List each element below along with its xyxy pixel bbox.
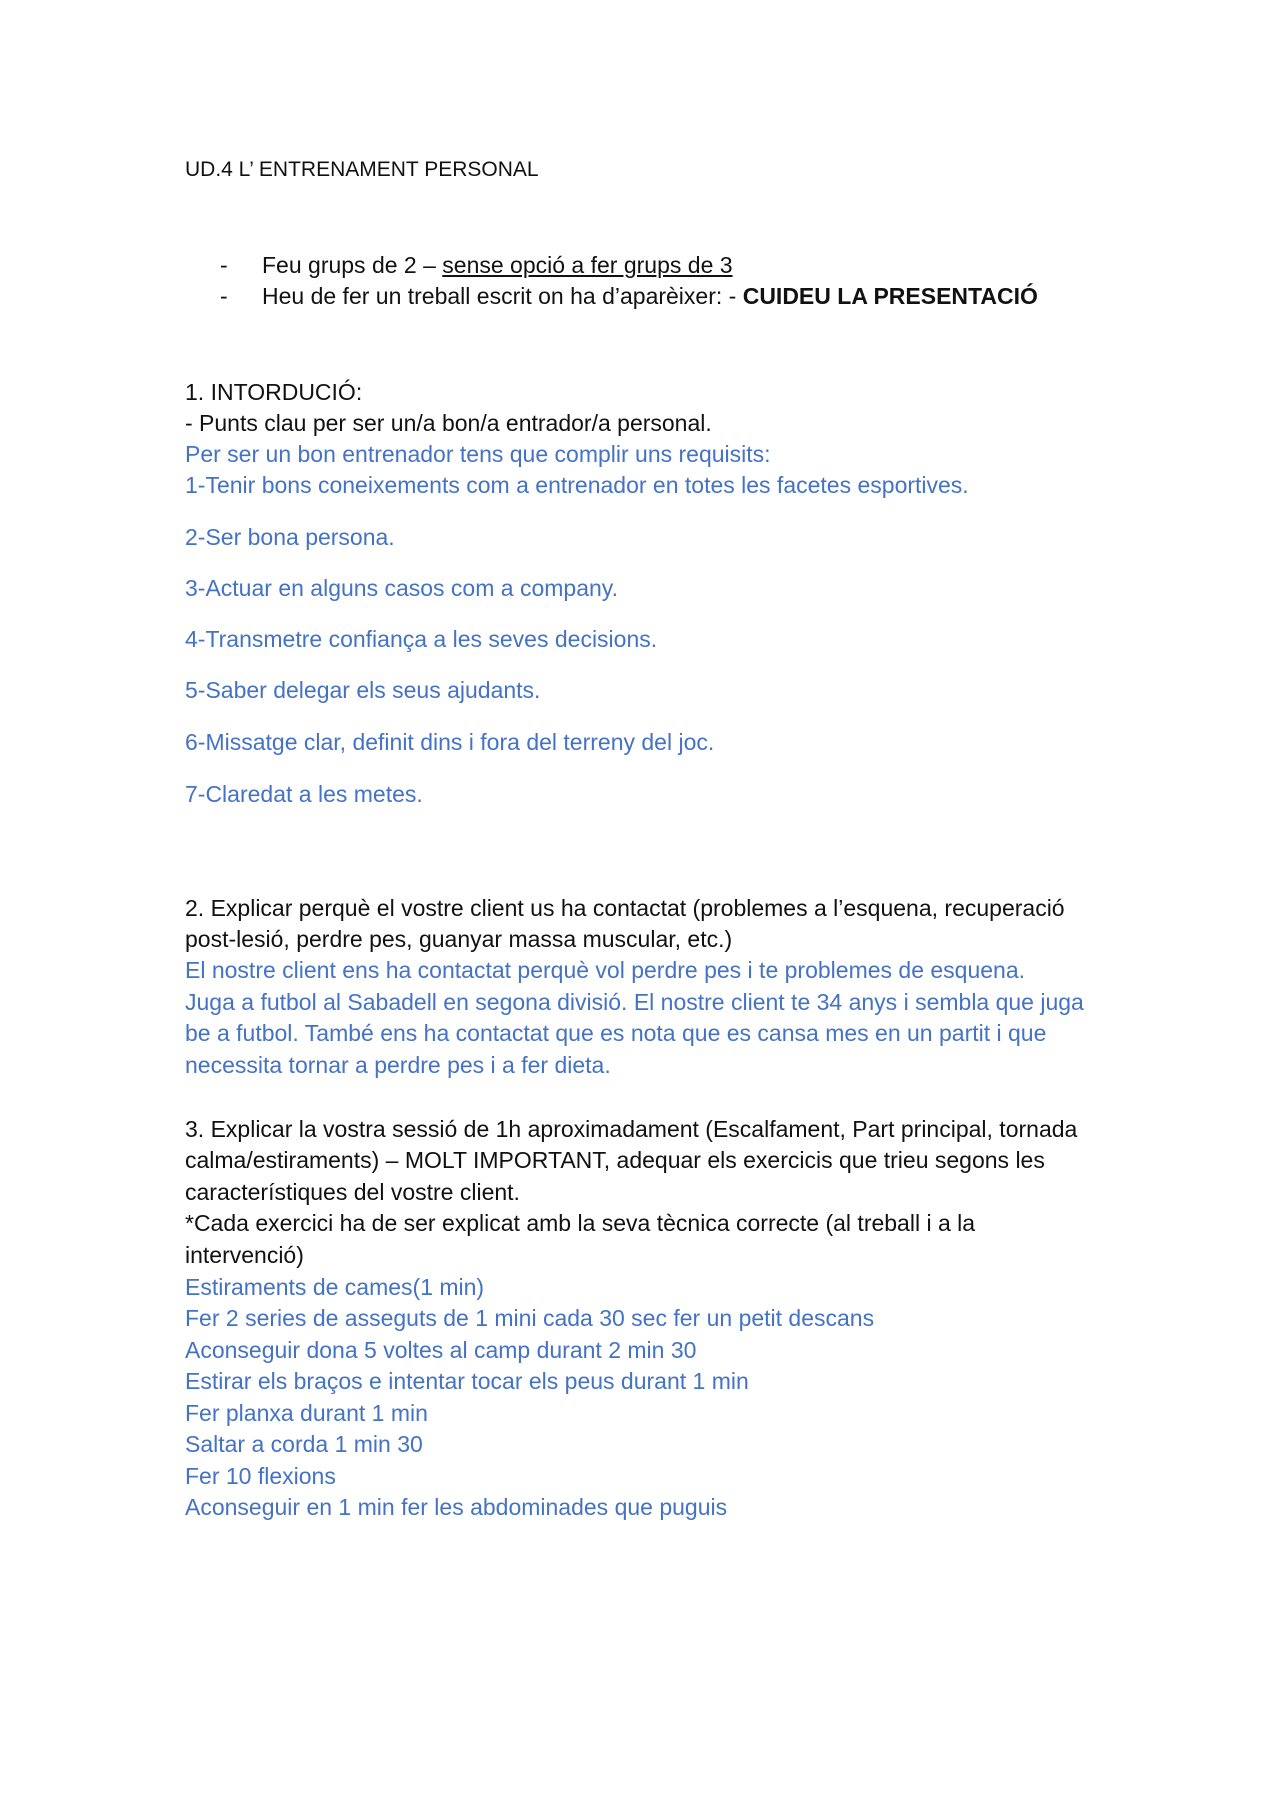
section2-answer-line: be a futbol. També ens ha contactat que es nota que es cansa mes en un partit i que xyxy=(185,1020,1047,1046)
exercise-item: Aconseguir dona 5 voltes al camp durant 2 min 30 xyxy=(185,1337,697,1363)
exercise-item: Aconseguir en 1 min fer les abdominades que puguis xyxy=(185,1494,728,1520)
section2-answer-line: El nostre client ens ha contactat perquè vol perdre pes i te problemes de esquena. xyxy=(185,957,1026,983)
requirement-item: 1-Tenir bons coneixements com a entrenador en totes les facetes esportives. xyxy=(185,472,969,498)
bullet-underlined-text: sense opció a fer grups de 3 xyxy=(442,252,733,278)
exercise-item: Estiraments de cames(1 min) xyxy=(185,1274,485,1300)
section1-answer-intro: Per ser un bon entrenador tens que complir uns requisits: xyxy=(185,441,771,467)
section1-subheading: - Punts clau per ser un/a bon/a entrador/a personal. xyxy=(185,410,712,436)
requirement-item: 3-Actuar en alguns casos com a company. xyxy=(185,575,618,601)
section1-heading: 1. INTORDUCIÓ: xyxy=(185,379,363,405)
bullet-text: Feu grups de 2 – xyxy=(262,252,443,278)
section2-question-line: 2. Explicar perquè el vostre client us ha contactat (problemes a l’esquena, recuperació xyxy=(185,895,1065,921)
requirement-item: 6-Missatge clar, definit dins i fora del terreny del joc. xyxy=(185,729,715,755)
document-title: UD.4 L’ ENTRENAMENT PERSONAL xyxy=(185,158,539,181)
section3-question-line: *Cada exercici ha de ser explicat amb la seva tècnica correcte (al treball i a la xyxy=(185,1210,976,1236)
section3-question-line: característiques del vostre client. xyxy=(185,1179,520,1205)
bullet-dash: - xyxy=(220,283,228,309)
section3-question-line: 3. Explicar la vostra sessió de 1h aproximadament (Escalfament, Part principal, tornada xyxy=(185,1116,1078,1142)
section3-question-line: intervenció) xyxy=(185,1242,304,1268)
section2-answer-line: Juga a futbol al Sabadell en segona divisió. El nostre client te 34 anys i sembla que juga xyxy=(185,989,1084,1015)
exercise-item: Fer 10 flexions xyxy=(185,1463,336,1489)
bullet-item xyxy=(220,281,1038,311)
section2-question-line: post-lesió, perdre pes, guanyar massa muscular, etc.) xyxy=(185,926,733,952)
requirement-item: 7-Claredat a les metes. xyxy=(185,781,423,807)
section2-answer-line: necessita tornar a perdre pes i a fer dieta. xyxy=(185,1052,611,1078)
exercise-item: Fer planxa durant 1 min xyxy=(185,1400,428,1426)
bullet-text: Heu de fer un treball escrit on ha d’aparèixer: - xyxy=(262,283,743,309)
bullet-bold-text: CUIDEU LA PRESENTACIÓ xyxy=(742,283,1038,309)
bullet-dash: - xyxy=(220,252,228,278)
exercise-item: Saltar a corda 1 min 30 xyxy=(185,1431,423,1457)
section3-question-line: calma/estiraments) – MOLT IMPORTANT, adequar els exercicis que trieu segons les xyxy=(185,1147,1045,1173)
requirement-item: 2-Ser bona persona. xyxy=(185,524,395,550)
exercise-item: Fer 2 series de asseguts de 1 mini cada 30 sec fer un petit descans xyxy=(185,1305,875,1331)
requirement-item: 5-Saber delegar els seus ajudants. xyxy=(185,677,541,703)
exercise-item: Estirar els braços e intentar tocar els peus durant 1 min xyxy=(185,1368,749,1394)
requirement-item: 4-Transmetre confiança a les seves decisions. xyxy=(185,626,658,652)
bullet-item xyxy=(220,250,733,280)
